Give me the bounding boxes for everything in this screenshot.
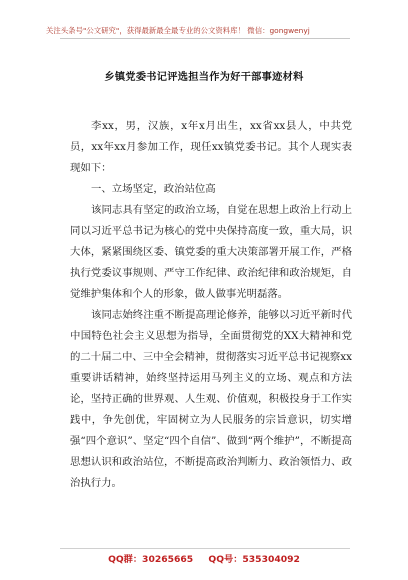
header-banner: 关注头条号"公文研究"，获得最新最全最专业的公文资料库！ 微信：gongwenyj [46, 26, 310, 35]
footer-qq-group: QQ群：30265665 [108, 554, 194, 565]
footer-contact [0, 551, 408, 565]
footer-divider [60, 548, 350, 549]
paragraph-intro: 李xx，男，汉族，x年x月出生，xx省xx县人，中共党员，xx年xx月参加工作，现任xx镇党委书记。其个人现实表现如下： [70, 120, 352, 174]
paragraph-theory-study: 该同志始终注重不断提高理论修养，能够以习近平新时代中国特色社会主义思想为指导，全面贯彻党的XX大精神和党的二十届二中、三中全会精神，贯彻落实习近平总书记视察xx重要讲话精神，始终坚持运用马列主义的立场、观点和方法论，坚持正确的世界观、人生观、价值观，积极投身于工作实践中，争先创优，牢固树立为人民服务的宗旨意识，切实增强“四个意识”、坚定“四个自信”、做到“两个维护”，不断提高思想认识和政治站位，不断提高政治判断力、政治领悟力、政治执行力。 [70, 309, 352, 489]
footer-qq-number: QQ号：535304092 [208, 554, 300, 565]
document-body [70, 116, 352, 494]
section-heading-1: 一、立场坚定，政治站位高 [91, 183, 216, 195]
paragraph-political-stance: 该同志具有坚定的政治立场，自觉在思想上政治上行动上同以习近平总书记为核心的党中央保持高度一致，重大局，识大体，紧紧围绕区委、镇党委的重大决策部署开展工作，严格执行党委议事规则、严守工作纪律、政治纪律和政治规矩，自觉维护集体和个人的形象，做人做事光明磊落。 [70, 204, 352, 300]
document-title: 乡镇党委书记评选担当作为好干部事迹材料 [104, 72, 304, 83]
header-divider [60, 38, 350, 39]
